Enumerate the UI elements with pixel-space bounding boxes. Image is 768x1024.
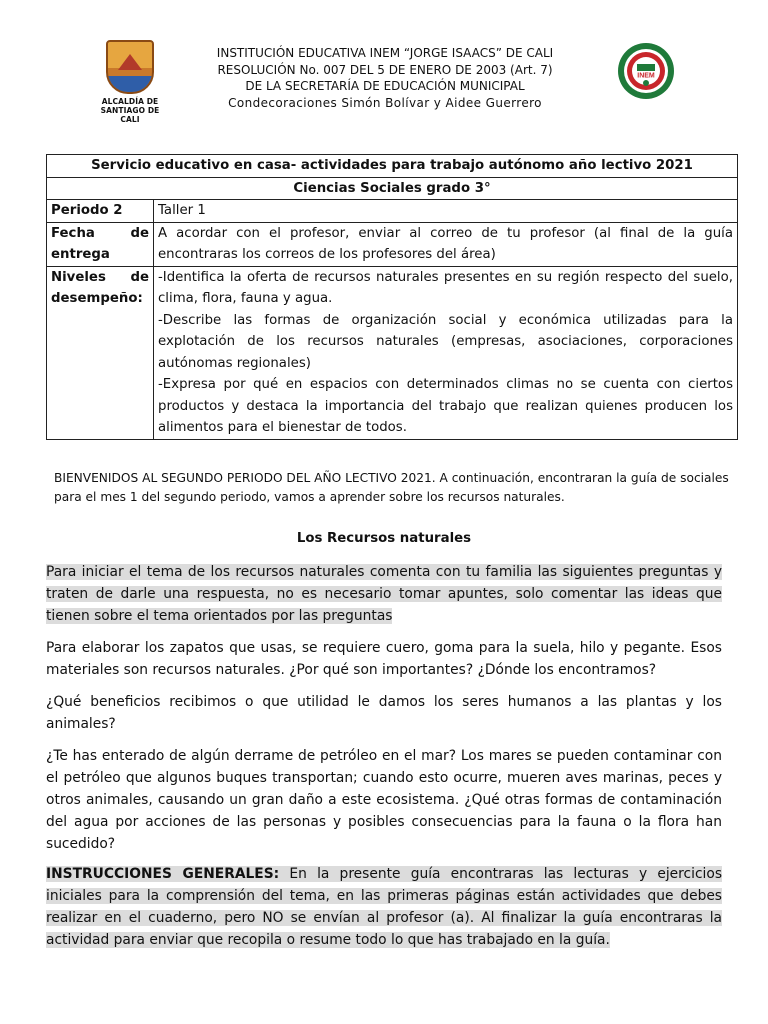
question-shoes: Para elaborar los zapatos que usas, se requiere cuero, goma para la suela, hilo y pegante. Esos materiales son recursos naturales. ¿Por qué son importantes? ¿Dónde los encontramos? bbox=[46, 640, 722, 678]
inem-logo-text: INEM bbox=[637, 72, 655, 80]
instructions-text: En la presente guía encontraras las lecturas y ejercicios iniciales para la comprensión del tema, en las primeras páginas están actividades que debes realizar en el cuaderno, pero NO se envían al profesor (a). Al finalizar la guía encontraras la actividad para enviar que recopila o resume todo lo que has trabajado en la guía. bbox=[46, 866, 723, 948]
table-subtitle: Ciencias Sociales grado 3° bbox=[47, 177, 738, 200]
header-line-secretaria: DE LA SECRETARÍA DE EDUCACIÓN MUNICIPAL bbox=[245, 79, 525, 93]
niveles-label-word-1: Niveles bbox=[51, 269, 106, 285]
header-line-institution: INSTITUCIÓN EDUCATIVA INEM “JORGE ISAACS” DE CALI bbox=[216, 46, 554, 60]
question-oil-spill: ¿Te has enterado de algún derrame de petróleo en el mar? Los mares se pueden contaminar con el petróleo que algunos buques transportan; cuando esto ocurre, mueren aves marinas, peces y otros animales, causando un gran daño a este ecosistema. ¿Qué otras formas de contaminación del agua por acciones de las personas y posibles consecuencias para la fauna o la flora han sucedido? bbox=[46, 748, 722, 852]
instructions-paragraph bbox=[46, 863, 722, 951]
activity-info-table bbox=[46, 154, 738, 440]
fecha-label-word-1: Fecha bbox=[51, 225, 95, 241]
fecha-label-word-3: entrega bbox=[51, 247, 110, 262]
coat-of-arms-icon bbox=[106, 40, 154, 94]
header-line-resolution: RESOLUCIÓN No. 007 DEL 5 DE ENERO DE 2003 (Art. 7) bbox=[217, 62, 553, 77]
niveles-value bbox=[154, 266, 738, 439]
instructions-label: INSTRUCCIONES GENERALES: bbox=[46, 866, 280, 882]
alcaldia-caption-1: ALCALDÍA DE bbox=[101, 97, 159, 106]
niveles-label-word-2: de bbox=[130, 269, 149, 285]
intro-text: Para iniciar el tema de los recursos naturales comenta con tu familia las siguientes preguntas y traten de darle una respuesta, no es necesario tomar apuntes, solo comentar las ideas que tienen sobre el tema orientados por las preguntas bbox=[46, 564, 722, 624]
nivel-item: -Identifica la oferta de recursos naturales presentes en su región respecto del suelo, clima, flora, fauna y agua. bbox=[158, 269, 733, 306]
header-line-condecoraciones: Condecoraciones Simón Bolívar y Aidee Guerrero bbox=[228, 95, 542, 110]
question-benefits: ¿Qué beneficios recibimos o que utilidad le damos los seres humanos a las plantas y los animales? bbox=[46, 694, 722, 732]
nivel-item: -Describe las formas de organización social y económica utilizadas para la explotación de los recursos naturales (empresas, asociaciones, corporaciones autónomas regionales) bbox=[158, 312, 733, 371]
periodo-value: Taller 1 bbox=[154, 200, 738, 223]
alcaldia-logo bbox=[96, 40, 164, 124]
nivel-item: -Expresa por qué en espacios con determinados climas no se cuenta con ciertos productos y destaca la importancia del trabajo que realizan quienes producen los alimentos para el bienestar de todos. bbox=[158, 377, 733, 435]
table-title: Servicio educativo en casa- actividades para trabajo autónomo año lectivo 2021 bbox=[47, 155, 738, 178]
section-title: Los Recursos naturales bbox=[296, 531, 472, 546]
periodo-label: Periodo 2 bbox=[47, 200, 154, 223]
fecha-value: A acordar con el profesor, enviar al correo de tu profesor (al final de la guía encontraras los correos de los profesores del área) bbox=[154, 222, 738, 266]
fecha-label bbox=[47, 222, 154, 266]
niveles-label-word-3: desempeño: bbox=[51, 291, 143, 306]
niveles-label bbox=[47, 266, 154, 439]
institution-header bbox=[170, 45, 600, 111]
welcome-paragraph: BIENVENIDOS AL SEGUNDO PERIODO DEL AÑO LECTIVO 2021. A continuación, encontraran la guía de sociales para el mes 1 del segundo periodo, vamos a aprender sobre los recursos naturales. bbox=[54, 471, 729, 504]
alcaldia-caption-2: SANTIAGO DE CALI bbox=[100, 106, 160, 124]
intro-paragraph bbox=[46, 561, 722, 627]
inem-logo bbox=[617, 42, 675, 100]
fecha-label-word-2: de bbox=[130, 225, 149, 241]
